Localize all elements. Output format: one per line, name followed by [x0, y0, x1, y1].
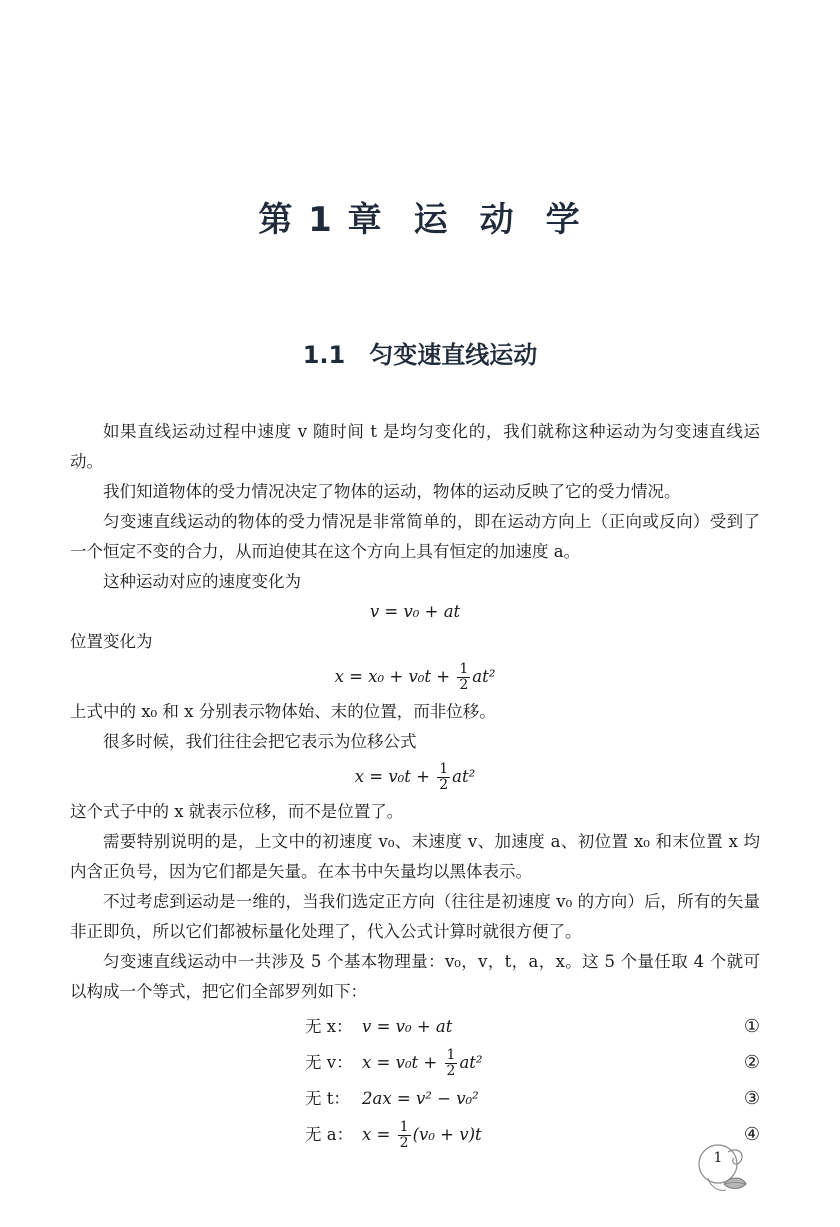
equation-label: 无 t： — [305, 1089, 350, 1108]
equation-formula: x = v₀t + $\frac{1}{2}$ at² — [362, 1047, 483, 1079]
equation-list — [70, 1009, 760, 1153]
chapter-number: 第 1 章 — [258, 200, 384, 240]
equation-displacement — [70, 757, 760, 797]
paragraph: 上式中的 x₀ 和 x 分别表示物体始、末的位置，而非位移。 — [70, 702, 496, 721]
equation-position-lhs: x = x₀ + v₀t + — [334, 667, 451, 686]
equation-position-rhs: at² — [472, 667, 496, 686]
equation-list-item — [70, 1045, 760, 1081]
paragraph: 需要特别说明的是，上文中的初速度 v₀、末速度 v、加速度 a、初位置 x₀ 和末位置 x 均内含正负号，因为它们都是矢量。在本书中矢量均以黑体表示。 — [70, 832, 760, 881]
paragraph: 我们知道物体的受力情况决定了物体的运动，物体的运动反映了它的受力情况。 — [103, 482, 681, 501]
equation-displacement-rhs: at² — [452, 767, 476, 786]
body-text — [70, 417, 760, 1153]
paragraph: 匀变速直线运动中一共涉及 5 个基本物理量：v₀，v，t，a，x。这 5 个量任取 4 个就可以构成一个等式，把它们全部罗列如下： — [70, 952, 760, 1001]
fraction-half: $\frac{1}{2}$ — [459, 661, 469, 693]
fraction-half: $\frac{1}{2}$ — [446, 1047, 456, 1079]
paragraph: 位置变化为 — [70, 632, 153, 651]
chapter-word-3: 学 — [545, 200, 582, 240]
chapter-word-2: 动 — [479, 200, 516, 240]
equation-marker: ② — [743, 1052, 760, 1073]
paragraph: 如果直线运动过程中速度 v 随时间 t 是均匀变化的，我们就称这种运动为匀变速直线运动。 — [70, 422, 760, 471]
equation-displacement-lhs: x = v₀t + — [354, 767, 430, 786]
equation-label: 无 x： — [305, 1017, 353, 1036]
paragraph: 很多时候，我们往往会把它表示为位移公式 — [103, 732, 417, 751]
equation-position — [70, 657, 760, 697]
chapter-title — [0, 192, 840, 241]
page-ornament-icon — [694, 1140, 754, 1196]
equation-label: 无 a： — [305, 1125, 354, 1144]
section-number: 1.1 — [302, 341, 346, 369]
paragraph: 这个式子中的 x 就表示位移，而不是位置了。 — [70, 802, 404, 821]
paragraph: 这种运动对应的速度变化为 — [103, 572, 301, 591]
equation-velocity: v = v₀ + at — [369, 602, 461, 621]
equation-marker: ④ — [743, 1124, 760, 1145]
equation-formula: 2ax = v² − v₀² — [362, 1089, 479, 1108]
fraction-half: $\frac{1}{2}$ — [439, 761, 449, 793]
chapter-word-1: 运 — [413, 200, 450, 240]
equation-list-item — [70, 1081, 760, 1117]
equation-formula: x = $\frac{1}{2}$ (v₀ + v)t — [362, 1119, 482, 1151]
equation-marker: ① — [743, 1016, 760, 1037]
paragraph: 匀变速直线运动的物体的受力情况是非常简单的，即在运动方向上（正向或反向）受到了一个恒定不变的合力，从而迫使其在这个方向上具有恒定的加速度 a。 — [70, 512, 760, 561]
fraction-half: $\frac{1}{2}$ — [399, 1119, 409, 1151]
section-title — [0, 335, 840, 370]
equation-marker: ③ — [743, 1088, 760, 1109]
equation-formula: v = v₀ + at — [362, 1017, 453, 1036]
section-name: 匀变速直线运动 — [369, 341, 538, 369]
equation-list-item — [70, 1117, 760, 1153]
equation-label: 无 v： — [305, 1053, 353, 1072]
page-number: 1 — [713, 1150, 723, 1166]
equation-list-item — [70, 1009, 760, 1045]
paragraph: 不过考虑到运动是一维的，当我们选定正方向（往往是初速度 v₀ 的方向）后，所有的矢量非正即负，所以它们都被标量化处理了，代入公式计算时就很方便了。 — [70, 892, 760, 941]
